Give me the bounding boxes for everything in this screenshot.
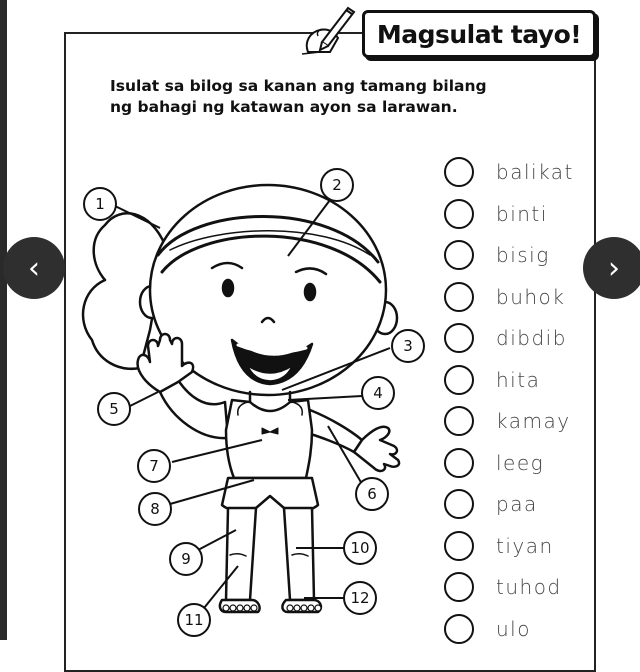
answer-circle[interactable] <box>444 448 474 478</box>
answer-row-paa <box>444 484 538 524</box>
answer-word: ulo <box>496 616 531 641</box>
chevron-right-icon: › <box>608 250 620 286</box>
label-number-7: 7 <box>149 457 159 475</box>
next-image-button[interactable] <box>583 237 640 299</box>
answer-row-dibdib <box>444 318 567 358</box>
answer-row-kamay <box>444 401 571 441</box>
answer-row-hita <box>444 360 540 400</box>
answer-row-balikat <box>444 152 574 192</box>
label-number-1: 1 <box>95 195 105 213</box>
label-number-2: 2 <box>332 176 342 194</box>
instruction-line-1: Isulat sa bilog sa kanan ang tamang bilang <box>110 77 487 95</box>
answer-circle[interactable] <box>444 489 474 519</box>
chevron-left-icon: ‹ <box>28 250 40 286</box>
answer-row-ulo <box>444 609 531 649</box>
label-number-3: 3 <box>403 337 413 355</box>
answer-circle[interactable] <box>444 157 474 187</box>
answer-word: paa <box>496 492 538 516</box>
answer-circle[interactable] <box>444 365 474 395</box>
answer-word: buhok <box>496 284 566 309</box>
answer-word: bisig <box>496 243 550 267</box>
answer-row-bisig <box>444 235 550 275</box>
label-number-6: 6 <box>367 485 377 503</box>
answer-circle[interactable] <box>444 199 474 229</box>
answer-word: tiyan <box>496 533 554 558</box>
answer-row-tiyan <box>444 526 554 566</box>
label-number-5: 5 <box>109 400 119 418</box>
answer-word: binti <box>496 201 548 226</box>
label-number-9: 9 <box>181 550 191 568</box>
page-title: Magsulat tayo! <box>376 19 582 49</box>
answer-word: leeg <box>496 450 545 475</box>
label-number-12: 12 <box>350 589 370 607</box>
label-number-8: 8 <box>150 500 160 518</box>
answer-circle[interactable] <box>444 323 474 353</box>
answer-word: balikat <box>496 160 574 184</box>
answer-row-leeg <box>444 443 544 483</box>
answer-row-binti <box>444 194 548 234</box>
answer-row-tuhod <box>444 567 562 607</box>
answer-circle[interactable] <box>444 406 474 436</box>
answer-circle[interactable] <box>444 572 474 602</box>
answer-circle[interactable] <box>444 240 474 270</box>
answer-row-buhok <box>444 277 565 317</box>
answer-circle[interactable] <box>444 531 474 561</box>
torso-drawing <box>226 400 312 478</box>
answer-word: tuhod <box>496 575 562 599</box>
answer-word: kamay <box>496 409 571 433</box>
answer-word: dibdib <box>496 326 567 350</box>
instruction-line-2: ng bahagi ng katawan ayon sa larawan. <box>110 98 458 116</box>
label-number-10: 10 <box>350 539 370 557</box>
label-number-4: 4 <box>373 384 383 402</box>
label-number-11: 11 <box>184 611 204 629</box>
answer-circle[interactable] <box>444 614 474 644</box>
answer-circle[interactable] <box>444 282 474 312</box>
previous-image-button[interactable] <box>3 237 65 299</box>
answer-word: hita <box>496 367 541 392</box>
